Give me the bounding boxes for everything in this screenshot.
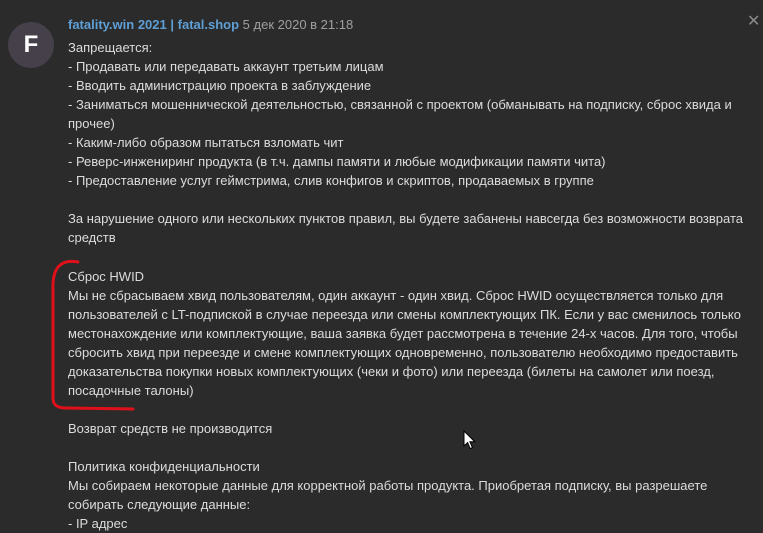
refund-text: Возврат средств не производится — [68, 421, 273, 436]
mouse-pointer-icon — [463, 430, 477, 450]
hwid-paragraph-line: местонахождение или комплектующие, ваша заявка будет рассмотрена в течение 24-х часов. Для того, чтобы — [68, 326, 738, 341]
author-separator: | — [170, 17, 175, 32]
rule-item: - Предоставление услуг геймстрима, слив конфигов и скриптов, продаваемых в группе — [68, 173, 594, 188]
section-heading-privacy: Политика конфиденциальности — [68, 459, 260, 474]
ban-warning-text: За нарушение одного или нескольких пунктов правил, вы будете забанены навсегда без возможности возврата — [68, 211, 743, 226]
avatar[interactable]: F — [8, 22, 54, 68]
rule-item-continued: прочее) — [68, 116, 115, 131]
hwid-paragraph-line: пользователей с LT-подпиской в случае переезда или смены комплектующих ПК. Если у вас сменилось только — [68, 307, 741, 322]
post-date: 5 дек 2020 в 21:18 — [242, 17, 354, 32]
close-icon[interactable]: ✕ — [747, 13, 761, 30]
hwid-paragraph-line: посадочные талоны) — [68, 383, 194, 398]
privacy-list-item: - IP адрес — [68, 516, 128, 531]
shop-link[interactable]: fatal.shop — [177, 17, 240, 32]
rule-item: - Каким-либо образом пытаться взломать чит — [68, 135, 344, 150]
rule-item: - Вводить администрацию проекта в заблуждение — [68, 78, 372, 93]
section-heading-prohibited: Запрещается: — [68, 40, 153, 55]
post-header — [68, 17, 353, 32]
hwid-paragraph-line: доказательства покупки новых комплектующих (чеки и фото) или переезда (билеты на самолет или поезд, — [68, 364, 715, 379]
rule-item: - Реверс-инжениринг продукта (в т.ч. дампы памяти и любые модификации памяти чита) — [68, 154, 606, 169]
rule-item: - Продавать или передавать аккаунт третьим лицам — [68, 59, 384, 74]
privacy-paragraph-line: Мы собираем некоторые данные для корректной работы продукта. Приобретая подписку, вы разрешаете — [68, 478, 708, 493]
hwid-paragraph-line: Мы не сбрасываем хвид пользователям, один аккаунт - один хвид. Сброс HWID осуществляется только для — [68, 288, 724, 303]
rule-item: - Заниматься мошеннической деятельностью, связанной с проектом (обманывать на подписку, сброс хвида и — [68, 97, 732, 112]
privacy-paragraph-line: собирать следующие данные: — [68, 497, 251, 512]
author-link[interactable]: fatality.win 2021 — [68, 17, 167, 32]
section-heading-hwid: Сброс HWID — [68, 269, 145, 284]
hwid-paragraph-line: сбросить хвид при переезде и смене комплектующих одновременно, пользователю необходимо предоставить — [68, 345, 738, 360]
ban-warning-text: средств — [68, 230, 116, 245]
